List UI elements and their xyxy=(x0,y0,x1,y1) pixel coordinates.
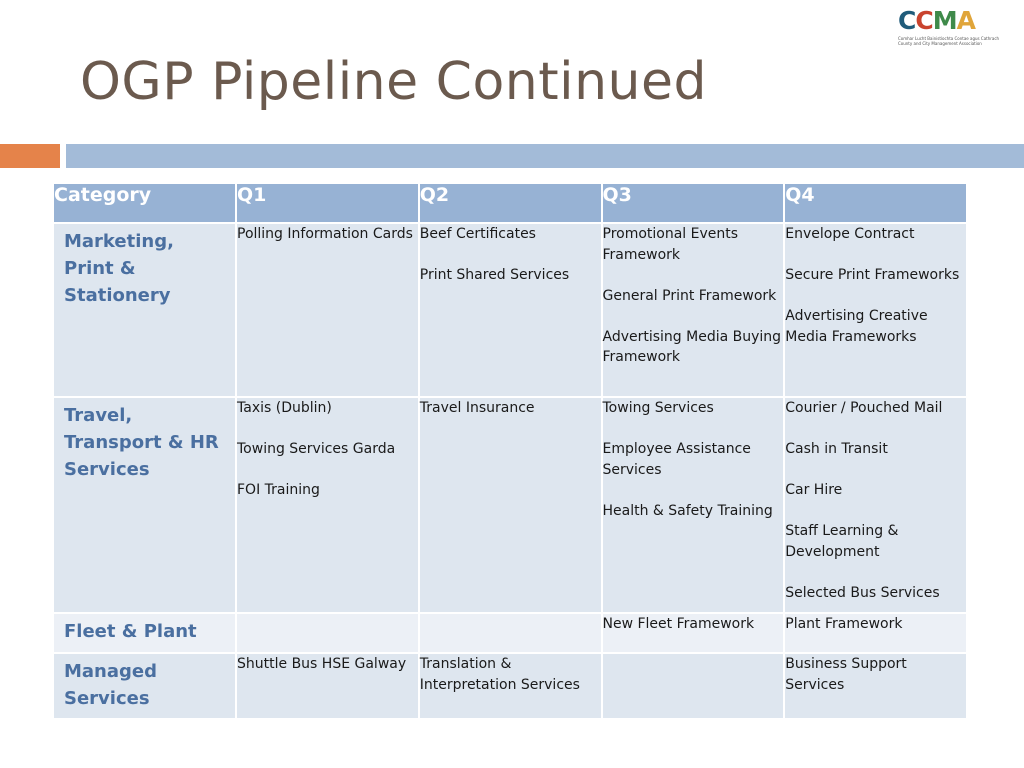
cell-item: Shuttle Bus HSE Galway xyxy=(237,656,407,672)
cell-item: Secure Print Frameworks xyxy=(785,267,960,283)
ccma-logo xyxy=(898,6,1000,56)
cell-item: Travel Insurance xyxy=(419,400,535,416)
cell-item: Cash in Transit xyxy=(785,441,888,457)
cell-q1 xyxy=(236,397,419,613)
cell-q3 xyxy=(602,397,785,613)
cell-item: Car Hire xyxy=(785,482,843,498)
cell-q4 xyxy=(784,653,967,719)
header-category: Category xyxy=(53,183,236,223)
table-row xyxy=(53,613,967,653)
cell-q4 xyxy=(784,613,967,653)
cell-q2 xyxy=(419,613,602,653)
cell-item: General Print Framework xyxy=(602,287,777,304)
category-cell: Marketing, Print & Stationery xyxy=(53,223,236,397)
logo-subtitle-line1: Comhar Lucht Bainistíochta Contae agus Cathrach xyxy=(898,36,1000,41)
cell-item: FOI Training xyxy=(237,482,320,498)
logo-subtitle xyxy=(898,36,1000,46)
table-row xyxy=(53,653,967,719)
cell-item: Taxis (Dublin) xyxy=(237,400,332,416)
category-cell: Travel, Transport & HR Services xyxy=(53,397,236,613)
cell-item: Advertising Creative Media Frameworks xyxy=(785,308,928,345)
cell-item: Beef Certificates xyxy=(419,226,536,242)
cell-q4 xyxy=(784,397,967,613)
cell-item: Courier / Pouched Mail xyxy=(785,400,943,416)
accent-bar-orange xyxy=(0,144,60,168)
cell-item: Print Shared Services xyxy=(419,267,570,283)
cell-q1 xyxy=(236,613,419,653)
header-q2: Q2 xyxy=(419,183,602,223)
cell-q4 xyxy=(784,223,967,397)
category-cell: Fleet & Plant xyxy=(53,613,236,653)
pipeline-table xyxy=(52,182,968,720)
table-header-row xyxy=(53,183,967,223)
cell-item: Selected Bus Services xyxy=(785,584,940,601)
cell-q2 xyxy=(419,223,602,397)
cell-q2 xyxy=(419,653,602,719)
cell-q2 xyxy=(419,397,602,613)
cell-item: Health & Safety Training xyxy=(602,502,773,519)
header-q3: Q3 xyxy=(602,183,785,223)
cell-item: Advertising Media Buying Framework xyxy=(602,328,782,365)
header-q1: Q1 xyxy=(236,183,419,223)
cell-item: Translation & Interpretation Services xyxy=(419,656,580,693)
table-row xyxy=(53,397,967,613)
logo-subtitle-line2: County and City Management Association xyxy=(898,41,982,46)
category-cell: Managed Services xyxy=(53,653,236,719)
accent-bar-blue xyxy=(66,144,1024,168)
cell-q3 xyxy=(602,653,785,719)
cell-item: Promotional Events Framework xyxy=(602,226,739,263)
cell-item: Towing Services Garda xyxy=(237,441,396,457)
cell-item: Staff Learning & Development xyxy=(785,523,899,560)
cell-item: Business Support Services xyxy=(785,656,907,693)
cell-q3 xyxy=(602,223,785,397)
cell-q1 xyxy=(236,653,419,719)
cell-item: Plant Framework xyxy=(785,616,903,632)
cell-q3 xyxy=(602,613,785,653)
cell-item: Towing Services xyxy=(602,400,714,416)
logo-wordmark: CCMA xyxy=(898,6,975,35)
cell-item: Employee Assistance Services xyxy=(602,441,751,478)
slide-title: OGP Pipeline Continued xyxy=(80,52,707,112)
cell-item: New Fleet Framework xyxy=(602,616,755,632)
header-q4: Q4 xyxy=(784,183,967,223)
cell-item: Polling Information Cards xyxy=(237,226,413,242)
cell-item: Envelope Contract xyxy=(785,226,915,242)
cell-q1 xyxy=(236,223,419,397)
table-row xyxy=(53,223,967,397)
